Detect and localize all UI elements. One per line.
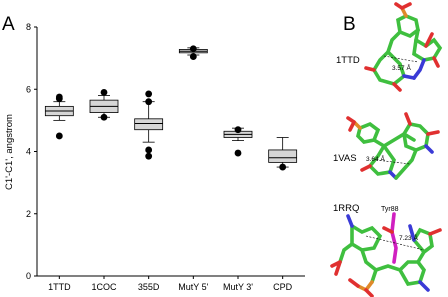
x-tick-label: 355D — [137, 282, 160, 292]
y-tick-label: 8 — [25, 22, 31, 32]
y-tick-label: 2 — [25, 208, 31, 219]
distance-label: 3.64 Å — [366, 156, 385, 163]
outlier-point — [145, 147, 152, 154]
distance-line — [384, 56, 418, 62]
outlier-point — [190, 53, 197, 60]
x-tick-label: MutY 3' — [222, 282, 254, 292]
box-iqr — [135, 119, 163, 130]
outlier-point — [145, 98, 152, 105]
outlier-point — [56, 133, 63, 140]
structure-1vas — [333, 114, 438, 178]
molecule-sticks — [332, 214, 440, 296]
y-tick-label: 6 — [25, 84, 31, 95]
outlier-point — [145, 153, 152, 160]
y-tick-label: 4 — [25, 146, 31, 157]
structure-label: 1VAS — [333, 153, 357, 164]
x-tick-label: 1COC — [91, 282, 117, 292]
outlier-point — [101, 114, 108, 121]
distance-label: 7.23 Å — [399, 235, 418, 242]
box-cpd — [269, 137, 297, 170]
molecule-sticks — [348, 114, 438, 178]
panel-a-letter: A — [2, 14, 15, 35]
y-tick-label: 0 — [25, 271, 31, 281]
structure-label: 1TTD — [336, 55, 360, 66]
outlier-point — [279, 164, 286, 171]
y-axis-label: C1'-C1', angstrom — [4, 114, 15, 190]
structure-label: 1RRQ — [333, 203, 360, 214]
box-muty-3- — [224, 126, 252, 156]
outlier-point — [235, 126, 242, 133]
outlier-point — [190, 45, 197, 52]
panel-b-letter: B — [343, 14, 356, 35]
outlier-point — [235, 150, 242, 157]
box-plot — [4, 22, 305, 292]
distance-label: 3.57 Å — [392, 65, 411, 72]
outlier-point — [145, 91, 152, 98]
molecule-sticks — [366, 4, 440, 90]
box-1coc — [90, 89, 118, 121]
x-tick-label: MutY 5' — [178, 282, 209, 292]
outlier-point — [101, 89, 108, 96]
x-tick-label: 1TTD — [48, 282, 71, 292]
box-1ttd — [45, 94, 73, 140]
x-tick-label: CPD — [273, 282, 293, 292]
structure-1rrq — [332, 203, 440, 296]
residue-label: Tyr88 — [381, 206, 399, 213]
box-muty-5- — [179, 45, 207, 60]
outlier-point — [56, 94, 63, 101]
box-iqr — [269, 150, 297, 162]
box-355d — [135, 91, 163, 160]
